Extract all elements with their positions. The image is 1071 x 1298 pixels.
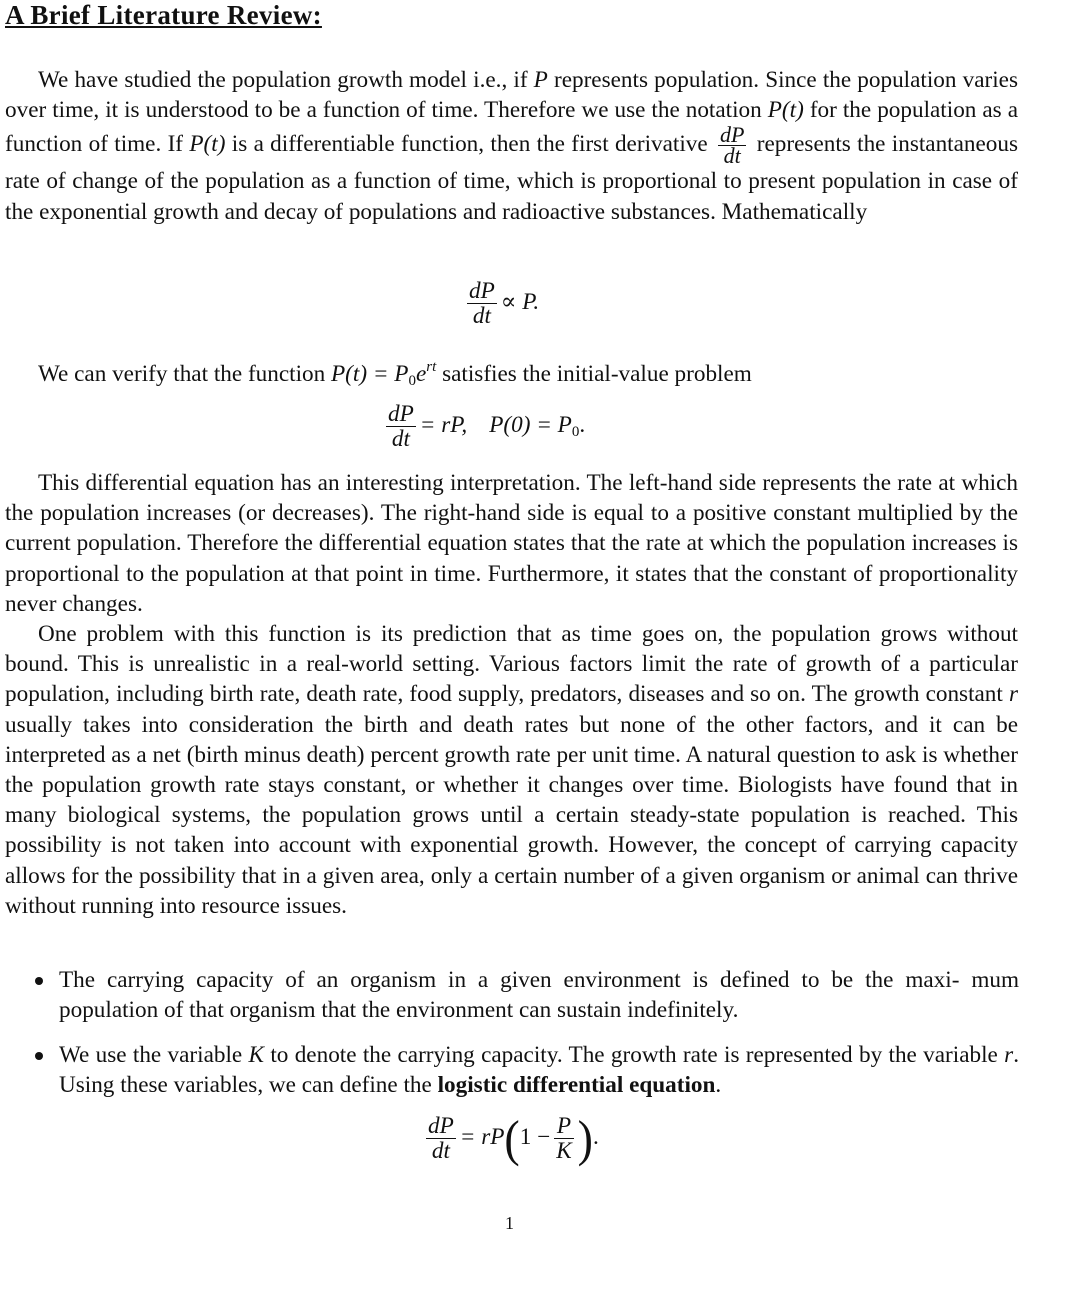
bullet-icon xyxy=(35,977,43,985)
page-number: 1 xyxy=(505,1213,514,1233)
paragraph-verify: We can verify that the function $P(t) = P_0e^{rt}$ satisfies the initial-value problem xyxy=(38,359,752,389)
var-Pt: P(t) xyxy=(189,131,226,158)
inline-derivative: $\frac{dP}{dt}$ xyxy=(720,122,745,169)
bullet-list xyxy=(35,965,1019,1100)
var-Pt: P(t) xyxy=(767,97,804,124)
paragraph-intro: We have studied the population growth model i.e., if P represents population. Since the population varies over time, it is understood to be a function of time. Therefore we use the notation P(t) for the population as a function of time. If P(t) is a differentiable function, then the first derivative $\frac{dP}{dt}$ represents the instantaneous rate of change of the population as a function of time, which is proportional to present population in case of the exponential growth and decay of populations and radioactive substances. Mathematically xyxy=(5,67,1018,225)
equation-initial-value: $\frac{dP}{dt}$ = rP, $P(0) = P_0$. xyxy=(388,401,586,452)
var-P: P xyxy=(533,67,548,93)
bullet-icon xyxy=(35,1052,43,1060)
list-item: We use the variable K to denote the carrying capacity. The growth rate is represented by the variable r. Using these variables, we can define the logistic differential equation. xyxy=(35,1040,1019,1100)
equation-logistic: $\frac{dP}{dt}$ = rP(1 − $\frac{P}{K}$ ). xyxy=(428,1109,599,1166)
list-item: The carrying capacity of an organism in a given environment is defined to be the maxi- mum population of that organism that the environment can sustain indefinitely. xyxy=(35,965,1019,1025)
paragraph-interpretation: This differential equation has an interesting interpretation. The left-hand side represents the rate at which the population increases (or decreases). The right-hand side is equal to a positive constant multiplied by the current population. Therefore the differential equation states that the rate at which the population increases is proportional to the population at that point in time. Furthermore, it states that the constant of proportionality never changes. xyxy=(5,470,1018,617)
section-heading: A Brief Literature Review: xyxy=(5,0,322,30)
paragraph-problem: One problem with this function is its prediction that as time goes on, the population grows without bound. This is unrealistic in a real-world setting. Various factors limit the rate of growth of a particular population, including birth rate, death rate, food supply, predators, diseases and so on. The growth constant r usually takes into consideration the birth and death rates but none of the other factors, and it can be interpreted as a net (birth minus death) percent growth rate per unit time. A natural question to ask is whether the population growth rate stays constant, or whether it changes over time. Biologists have found that in many biological systems, the population grows until a certain steady-state population is reached. This possibility is not taken into account with exponential growth. However, the concept of carrying capacity allows for the possibility that in a given area, only a certain number of a given organism or animal can thrive without running into resource issues. xyxy=(5,621,1018,919)
equation-proportional: $\frac{dP}{dt}$ ∝ P. xyxy=(469,278,540,329)
